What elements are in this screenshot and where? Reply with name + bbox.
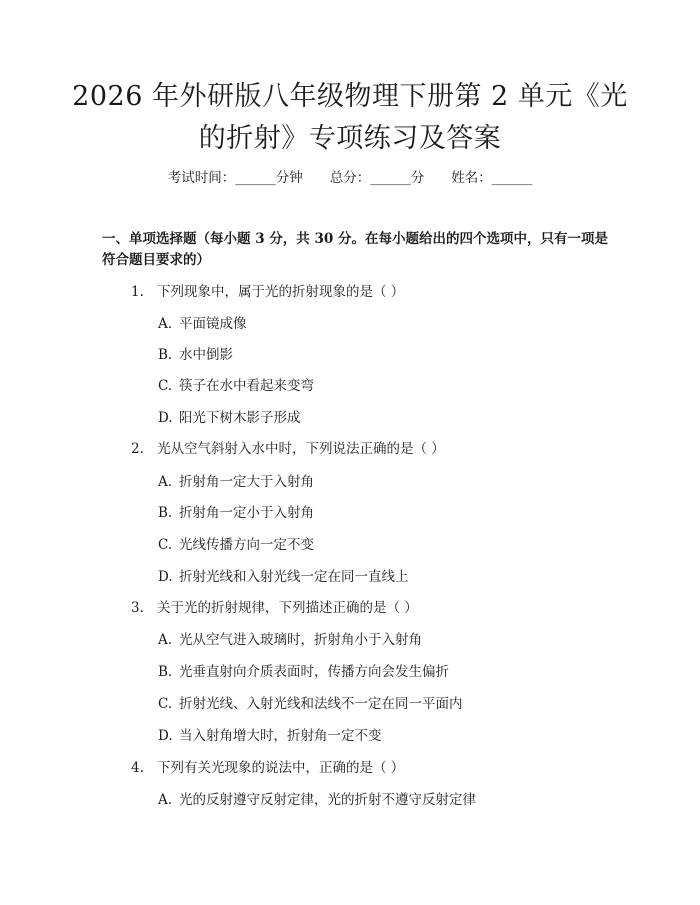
question-number: 4. <box>131 760 144 776</box>
question-2-option-a <box>158 472 314 492</box>
question-1-option-d <box>158 408 301 428</box>
option-text: 光垂直射向介质表面时，传播方向会发生偏折 <box>179 664 449 680</box>
option-letter: D. <box>158 410 173 426</box>
option-letter: C. <box>158 537 173 553</box>
option-text: 折射角一定小于入射角 <box>179 505 314 521</box>
option-text: 阳光下树木影子形成 <box>179 410 301 426</box>
question-number: 2. <box>131 441 144 457</box>
question-2-stem <box>131 439 445 459</box>
option-letter: B. <box>158 664 173 680</box>
option-letter: C. <box>158 696 173 712</box>
document-title: 2026 年外研版八年级物理下册第 2 单元《光的折射》专项练习及答案 <box>72 81 628 154</box>
option-text: 水中倒影 <box>179 347 233 363</box>
option-letter: A. <box>158 474 173 490</box>
option-text: 当入射角增大时，折射角一定不变 <box>179 728 382 744</box>
question-3-option-a <box>158 630 422 650</box>
question-1-option-b <box>158 345 233 365</box>
option-letter: A. <box>158 792 173 808</box>
question-1-option-a <box>158 314 247 334</box>
question-1-stem <box>131 282 404 302</box>
option-text: 折射光线、入射光线和法线不一定在同一平面内 <box>179 696 463 712</box>
option-text: 光的反射遵守反射定律，光的折射不遵守反射定律 <box>179 792 476 808</box>
question-3-stem <box>131 598 418 618</box>
question-text: 下列现象中，属于光的折射现象的是（ ） <box>157 284 405 300</box>
question-number: 1. <box>131 284 144 300</box>
question-4-stem <box>131 758 404 778</box>
option-text: 光从空气进入玻璃时，折射角小于入射角 <box>179 632 422 648</box>
section-heading: 一、单项选择题（每小题 3 分，共 30 分。在每小题给出的四个选项中，只有一项是符合题目要求的） <box>102 231 608 268</box>
option-letter: A. <box>158 632 173 648</box>
question-2-option-c <box>158 535 314 555</box>
question-number: 3. <box>131 600 144 616</box>
question-3-option-d <box>158 726 382 746</box>
option-text: 折射光线和入射光线一定在同一直线上 <box>179 569 409 585</box>
option-letter: C. <box>158 378 173 394</box>
option-letter: D. <box>158 728 173 744</box>
question-text: 光从空气斜射入水中时，下列说法正确的是（ ） <box>157 441 445 457</box>
option-letter: B. <box>158 505 173 521</box>
option-text: 折射角一定大于入射角 <box>179 474 314 490</box>
question-3-option-b <box>158 662 449 682</box>
exam-info-line: 考试时间：______分钟 总分：______分 姓名：______ <box>167 170 533 186</box>
option-letter: B. <box>158 347 173 363</box>
question-text: 关于光的折射规律，下列描述正确的是（ ） <box>157 600 418 616</box>
question-3-option-c <box>158 694 463 714</box>
question-1-option-c <box>158 376 314 396</box>
option-text: 平面镜成像 <box>179 316 247 332</box>
option-text: 光线传播方向一定不变 <box>179 537 314 553</box>
question-text: 下列有关光现象的说法中，正确的是（ ） <box>157 760 405 776</box>
option-text: 筷子在水中看起来变弯 <box>179 378 314 394</box>
question-2-option-b <box>158 503 314 523</box>
question-4-option-a <box>158 790 476 810</box>
option-letter: D. <box>158 569 173 585</box>
option-letter: A. <box>158 316 173 332</box>
question-2-option-d <box>158 567 409 587</box>
